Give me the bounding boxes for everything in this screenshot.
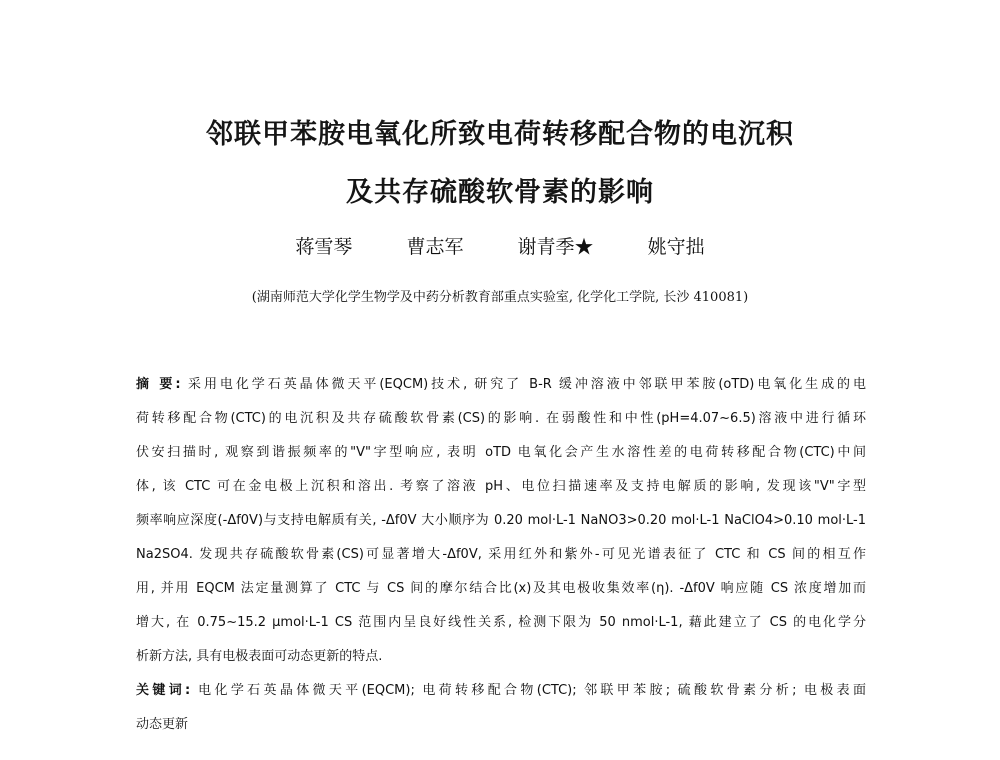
abstract-line: 用, 并用 EQCM 法定量测算了 CTC 与 CS 间的摩尔结合比(x)及其电极收集效率(η). -Δf0V 响应随 CS 浓度增加而 — [136, 581, 866, 596]
author-list — [0, 232, 1000, 259]
abstract-text: 采用电化学石英晶体微天平(EQCM)技术, 研究了 B-R 缓冲溶液中邻联甲苯胺(oTD)电氧化生成的电 — [188, 377, 866, 392]
abstract-block — [136, 368, 866, 742]
paper-title-line-1: 邻联甲苯胺电氧化所致电荷转移配合物的电沉积 — [206, 119, 794, 150]
keywords-label: 关键词 — [136, 683, 186, 698]
paper-title-line-2: 及共存硫酸软骨素的影响 — [346, 177, 654, 208]
author-name: 姚守拙 — [647, 236, 705, 258]
abstract-line: 伏安扫描时, 观察到谐振频率的"V"字型响应, 表明 oTD 电氧化会产生水溶性差的电荷转移配合物(CTC)中间 — [136, 445, 866, 460]
abstract-line: 频率响应深度(-Δf0V)与支持电解质有关, -Δf0V 大小顺序为 0.20 mol·L-1 NaNO3>0.20 mol·L-1 NaClO4>0.10 mol·L-1 — [136, 513, 866, 528]
abstract-line: 荷转移配合物(CTC)的电沉积及共存硫酸软骨素(CS)的影响. 在弱酸性和中性(pH=4.07~6.5)溶液中进行循环 — [136, 411, 866, 426]
affiliation: (湖南师范大学化学生物学及中药分析教育部重点实验室, 化学化工学院, 长沙 410081) — [251, 290, 749, 305]
keywords-text: 电化学石英晶体微天平(EQCM); 电荷转移配合物(CTC); 邻联甲苯胺; 硫酸软骨素分析; 电极表面 — [198, 683, 866, 698]
keywords-line: 关键词: 电化学石英晶体微天平(EQCM); 电荷转移配合物(CTC); 邻联甲苯胺; 硫酸软骨素分析; 电极表面 — [136, 683, 866, 698]
author-name: 蒋雪琴 — [295, 236, 353, 258]
keywords-line: 动态更新 — [136, 717, 189, 732]
author-name: 曹志军 — [406, 236, 464, 258]
abstract-line: 析新方法, 具有电极表面可动态更新的特点. — [136, 649, 383, 664]
author-name: 谢青季★ — [517, 236, 594, 258]
abstract-line: 增大, 在 0.75~15.2 μmol·L-1 CS 范围内呈良好线性关系, 检测下限为 50 nmol·L-1, 藉此建立了 CS 的电化学分 — [136, 615, 866, 630]
abstract-line: 摘 要: 采用电化学石英晶体微天平(EQCM)技术, 研究了 B-R 缓冲溶液中邻联甲苯胺(oTD)电氧化生成的电 — [136, 377, 866, 392]
abstract-line: Na2SO4. 发现共存硫酸软骨素(CS)可显著增大-Δf0V, 采用红外和紫外-可见光谱表征了 CTC 和 CS 间的相互作 — [136, 547, 866, 562]
abstract-line: 体, 该 CTC 可在金电极上沉积和溶出. 考察了溶液 pH、电位扫描速率及支持电解质的影响, 发现该"V"字型 — [136, 479, 866, 494]
abstract-label: 摘 要 — [136, 377, 176, 392]
